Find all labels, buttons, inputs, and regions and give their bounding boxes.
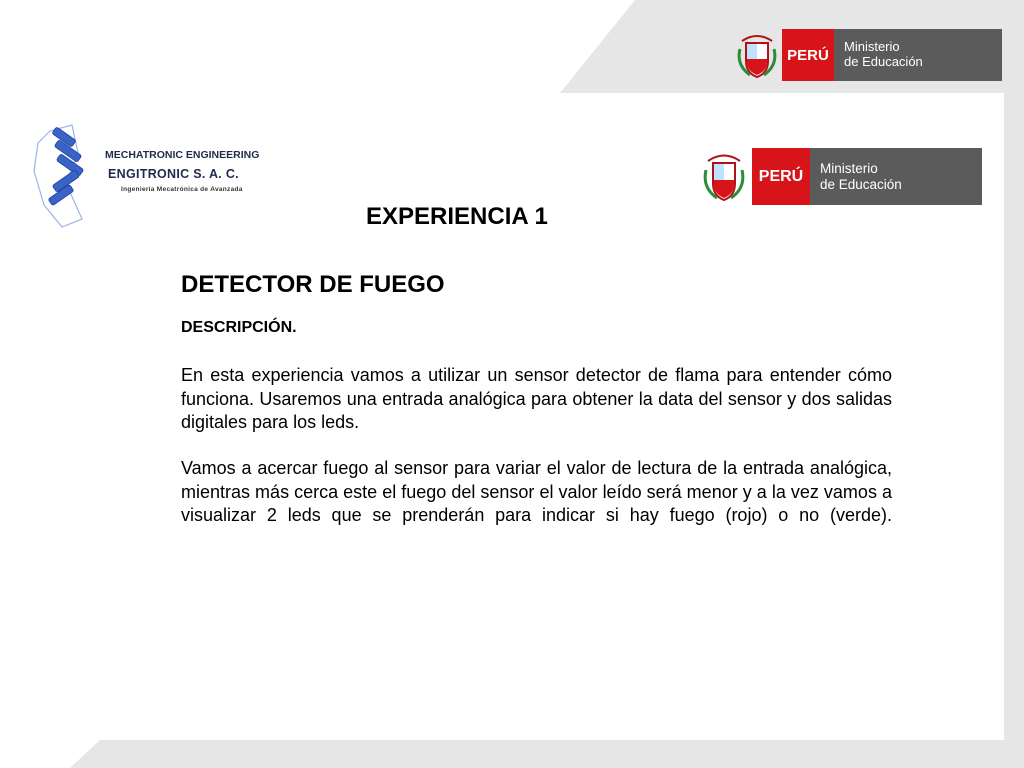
slide-title: EXPERIENCIA 1: [366, 203, 548, 230]
ministerio-label: Ministerio: [820, 160, 878, 176]
company-subtitle: Ingeniería Mecatrónica de Avanzada: [121, 186, 243, 193]
company-name: ENGITRONIC S. A. C.: [108, 167, 239, 181]
peru-label: PERÚ: [782, 29, 834, 81]
ministry-name: [834, 29, 1002, 81]
description-paragraph-1: En esta experiencia vamos a utilizar un sensor detector de flama para entender cómo funciona. Usaremos una entrada analógica para obtener la data del sensor y dos salidas digitales para los leds.: [181, 365, 892, 432]
company-tagline: MECHATRONIC ENGINEERING: [105, 149, 260, 161]
slide-subtitle: DETECTOR DE FUEGO: [181, 271, 445, 298]
description-paragraph-2: Vamos a acercar fuego al sensor para variar el valor de lectura de la entrada analógica, mientras más cerca este el fuego del sensor el valor leído será menor y a la vez vamos a visualizar 2 leds que se prenderán para indicar si hay fuego (rojo) o no (verde).: [181, 458, 892, 525]
engitronic-mark-icon: [32, 123, 104, 229]
educacion-label: de Educación: [820, 176, 902, 192]
section-label: DESCRIPCIÓN.: [181, 319, 297, 336]
ministry-education-logo-top: [736, 29, 1002, 81]
peru-label: PERÚ: [752, 148, 810, 205]
ministerio-label: Ministerio: [844, 39, 900, 55]
company-logo: [32, 123, 272, 229]
ministry-name: [810, 148, 982, 205]
ministry-education-logo-inner: [702, 148, 982, 205]
peru-coat-of-arms-icon: [736, 29, 778, 81]
educacion-label: de Educación: [844, 54, 923, 69]
peru-coat-of-arms-icon: [702, 148, 746, 205]
